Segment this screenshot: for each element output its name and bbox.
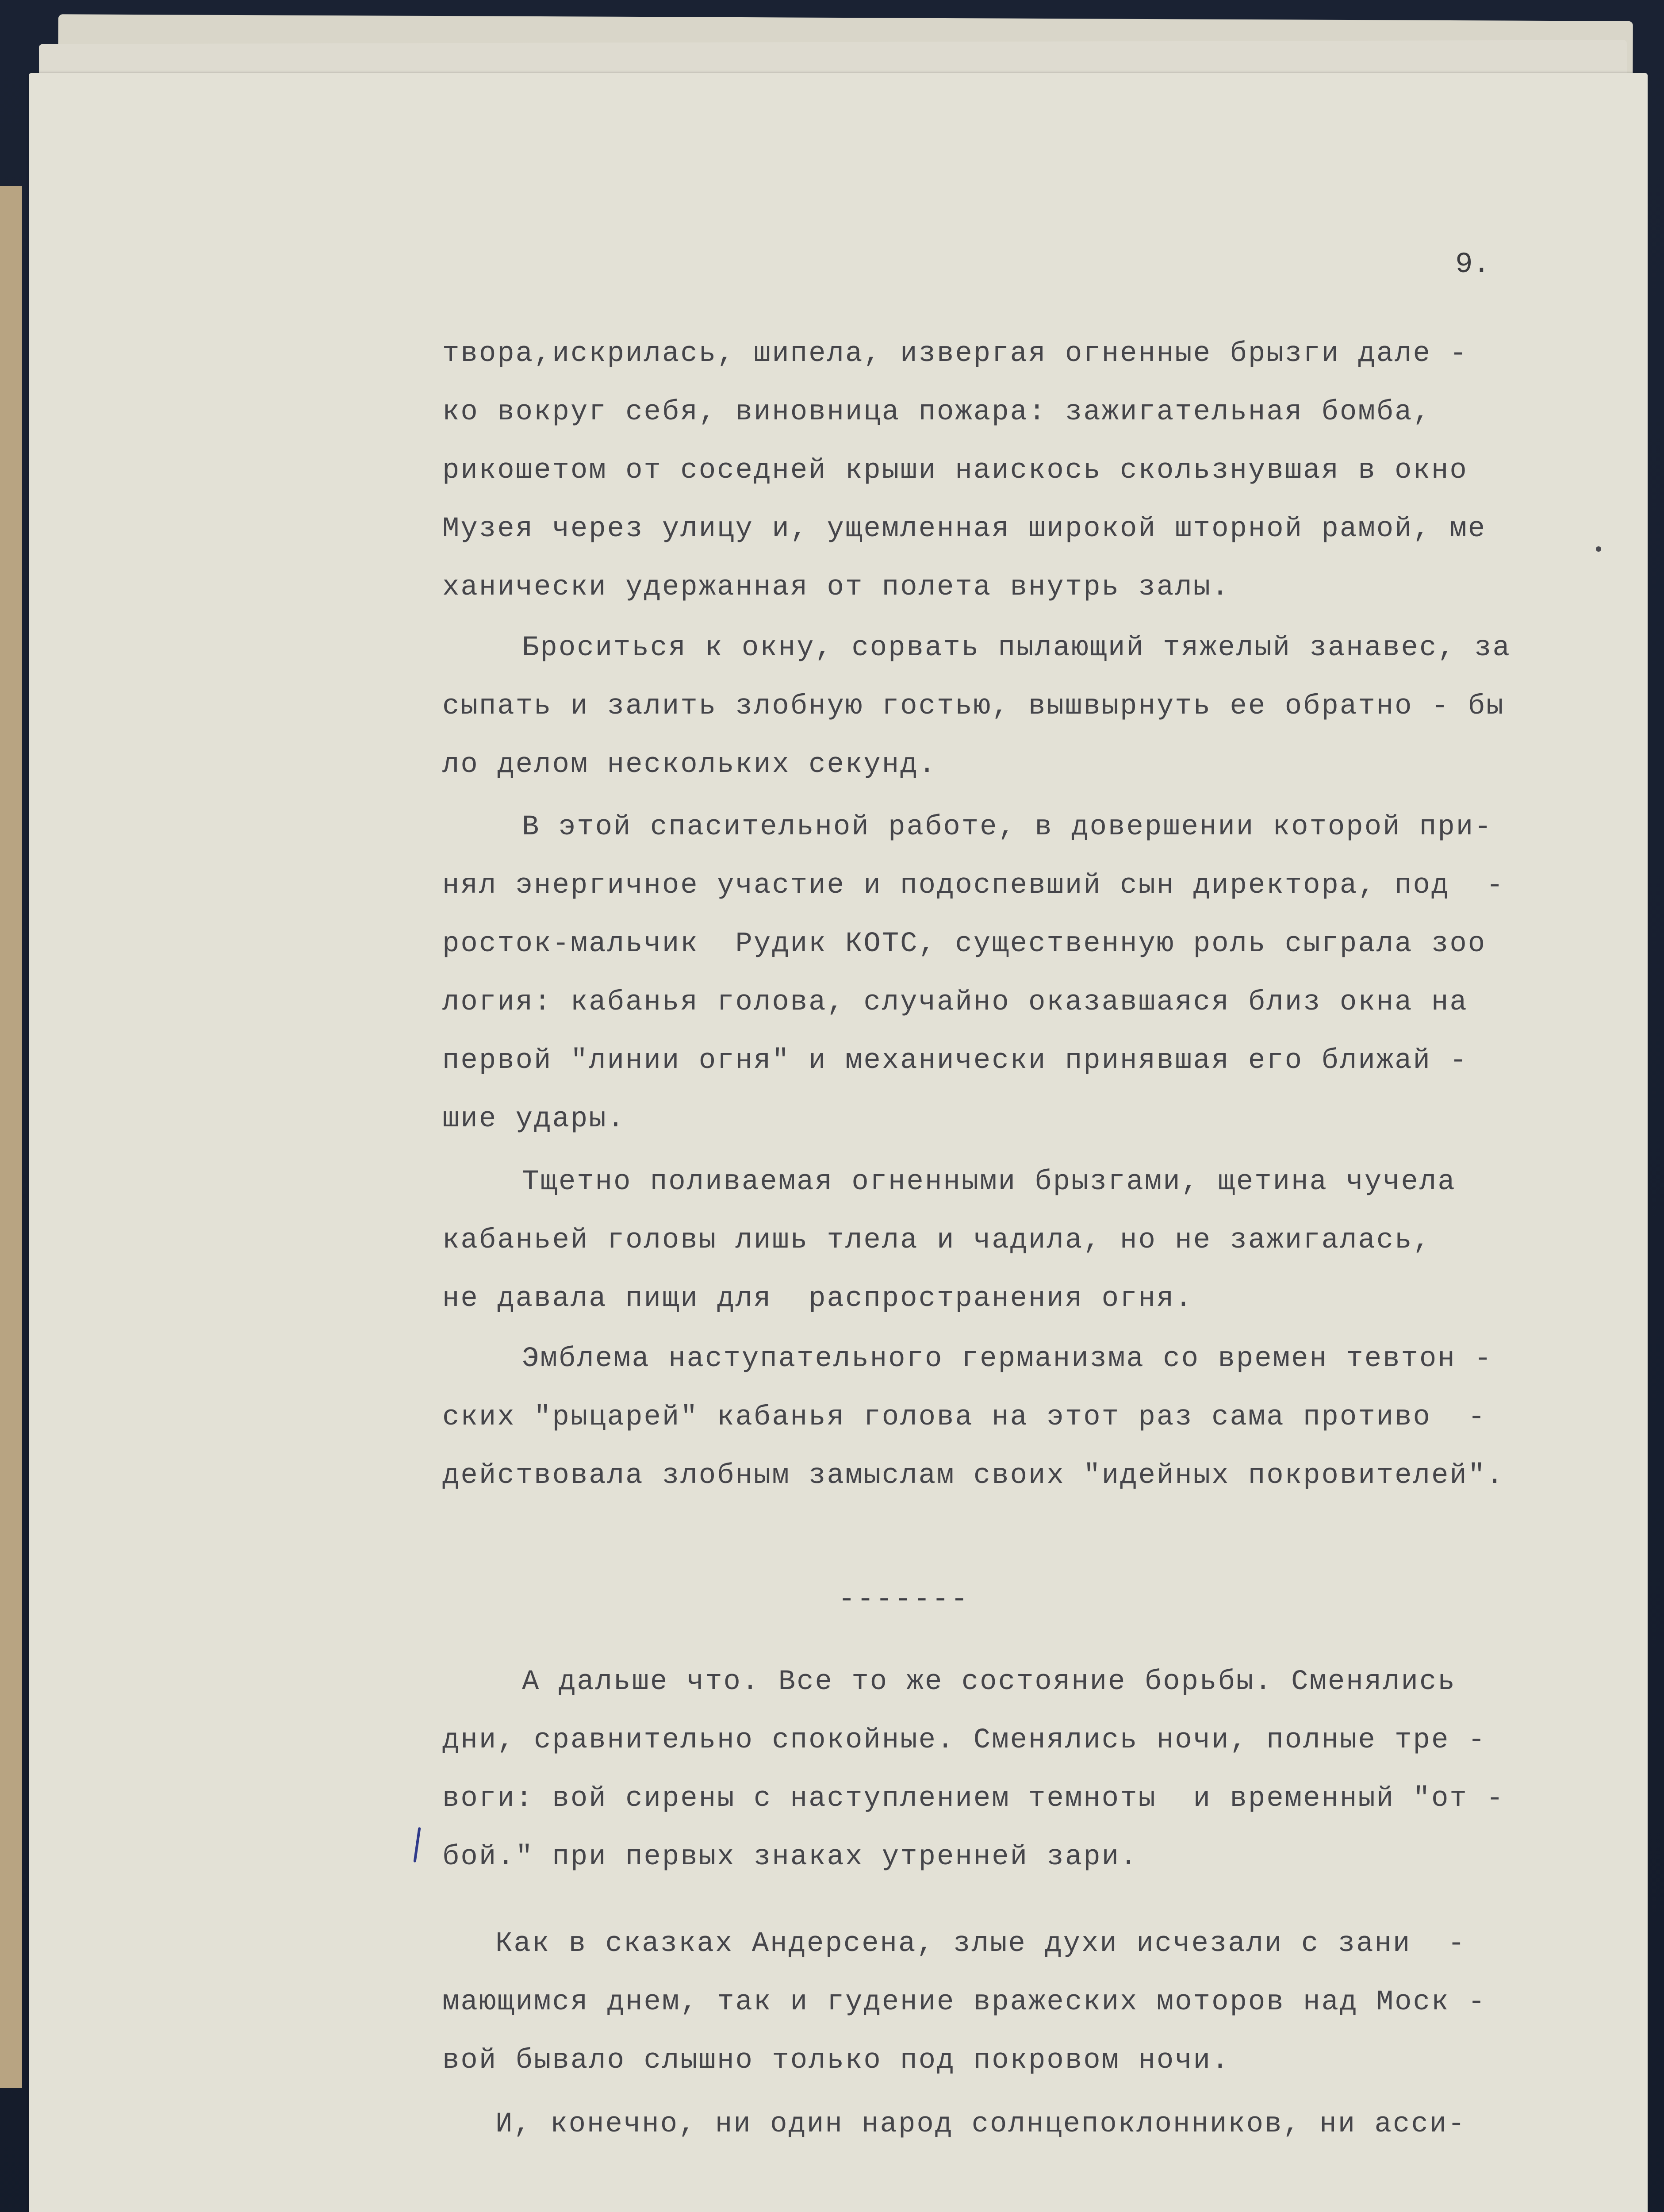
text-line: бой." при первых знаках утренней зари. (442, 1841, 1139, 1873)
text-line: логия: кабанья голова, случайно оказавшаяся близ окна на (442, 987, 1468, 1018)
text-line: росток-мальчик Рудик КОТС, существенную роль сыграла зоо (442, 928, 1487, 960)
text-line: не давала пищи для распространения огня. (442, 1283, 1193, 1315)
text-line: твора,искрилась, шипела, извергая огненные брызги дале - (442, 338, 1468, 370)
text-line: вой бывало слышно только под покровом ночи. (442, 2045, 1230, 2077)
text-line: воги: вой сирены с наступлением темноты и временный "от - (442, 1783, 1505, 1815)
text-line: действовала злобным замыслам своих "идейных покровителей". (442, 1460, 1505, 1492)
text-line: нял энергичное участие и подоспевший сын директора, под - (442, 870, 1505, 902)
text-line: ских "рыцарей" кабанья голова на этот раз сама противо - (442, 1402, 1487, 1433)
text-line: Тщетно поливаемая огненными брызгами, щетина чучела (522, 1166, 1456, 1198)
text-line: Эмблема наступательного германизма со времен тевтон - (522, 1343, 1493, 1375)
text-line: ко вокруг себя, виновница пожара: зажигательная бомба, (442, 396, 1431, 428)
text-line: первой "линии огня" и механически принявшая его ближай - (442, 1045, 1468, 1077)
text-line: кабаньей головы лишь тлела и чадила, но не зажигалась, (442, 1225, 1431, 1256)
text-line: Музея через улицу и, ущемленная широкой шторной рамой, ме (442, 513, 1487, 545)
ink-dot (1596, 546, 1601, 552)
text-line: мающимся днем, так и гудение вражеских моторов над Моск - (442, 1986, 1487, 2018)
text-line: Как в сказках Андерсена, злые духи исчезали с зани - (495, 1928, 1466, 1960)
text-line: шие удары. (442, 1103, 626, 1135)
text-line: В этой спасительной работе, в довершении которой при- (522, 811, 1493, 843)
text-line: дни, сравнительно спокойные. Сменялись ночи, полные тре - (442, 1724, 1487, 1756)
section-separator: ------- (838, 1584, 970, 1616)
text-line: ло делом нескольких секунд. (442, 749, 937, 781)
text-line: Броситься к окну, сорвать пылающий тяжелый занавес, за (522, 632, 1511, 664)
text-line: рикошетом от соседней крыши наискось скользнувшая в окно (442, 455, 1468, 487)
text-line: А дальше что. Все то же состояние борьбы. Сменялись (522, 1666, 1456, 1698)
page-number: 9. (1455, 248, 1491, 281)
text-line: И, конечно, ни один народ солнцепоклонников, ни асси- (495, 2108, 1466, 2140)
text-line: сыпать и залить злобную гостью, вышвырнуть ее обратно - бы (442, 691, 1505, 722)
text-line: ханически удержанная от полета внутрь залы. (442, 572, 1230, 603)
